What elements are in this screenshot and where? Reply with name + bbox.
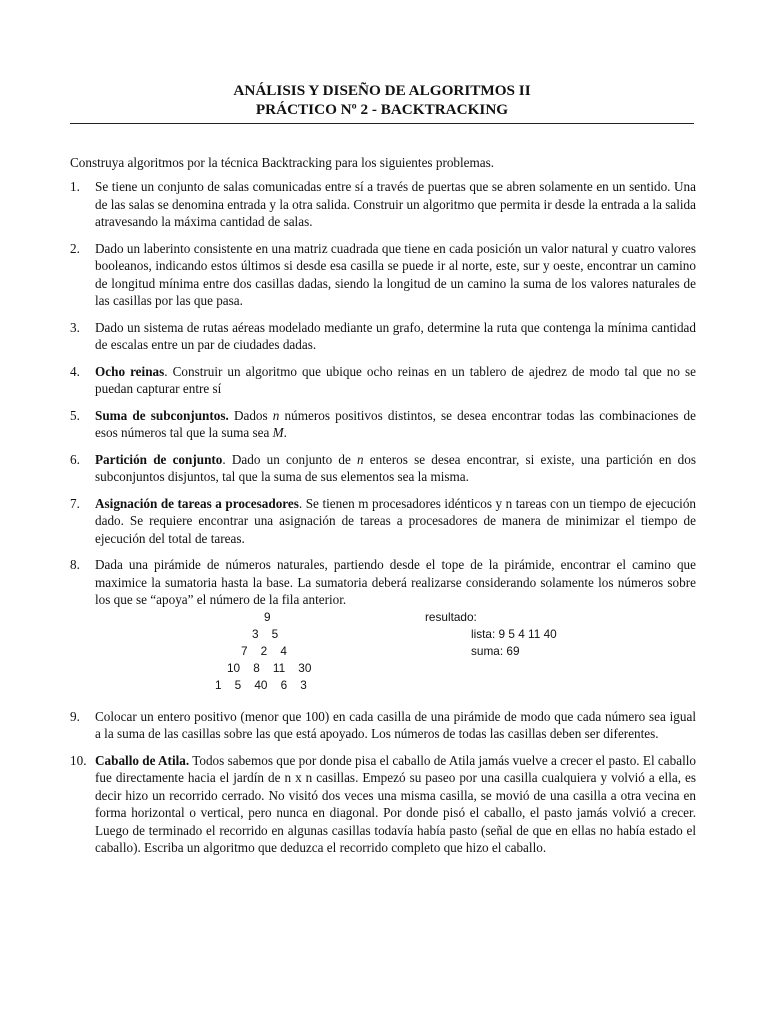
problem-text: Se tiene un conjunto de salas comunicadas entre sí a través de puertas que se abren solamente en un sentido. Una de las salas se denomina entrada y la otra salida. Construir un algoritmo que permita ir desde la entrada a la salida atravesando la máxima cantidad de salas. — [95, 179, 696, 229]
problem-10 — [70, 752, 696, 857]
problem-number: 1. — [70, 179, 80, 194]
problem-5 — [70, 407, 696, 442]
problem-title: Caballo de Atila. — [95, 752, 190, 768]
title-line-2: PRÁCTICO Nº 2 - BACKTRACKING — [255, 101, 509, 118]
problem-1 — [70, 178, 696, 231]
problem-text: Dado un sistema de rutas aéreas modelado mediante un grafo, determine la ruta que contenga la mínima cantidad de escalas entre un par de ciudades dadas. — [95, 319, 696, 352]
problem-body: . Dado un conjunto de — [222, 451, 358, 467]
problem-number: 6. — [70, 451, 80, 467]
problem-4 — [70, 363, 696, 398]
problem-body: . Se tienen m procesadores idénticos y n tareas con un tiempo de ejecución dado. Se requiere encontrar una asignación de tareas a procesadores de manera de minimizar el tiempo de ejecución del total de tareas. — [95, 495, 697, 546]
problem-body: Todos sabemos que por donde pisa el caballo de Atila jamás vuelve a crecer el pasto. El caballo fue directamente hacia el jardín de n x n casillas. Empezó su paseo por una casilla cualquiera y volvió a ella, es decir hizo un recorrido cerrado. No visitó dos veces una misma casilla, se movió de una casilla a otra vecina en forma horizontal o vertical, pero nunca en diagonal. Por donde pisó el caballo, el pasto jamás volvió a crecer. Luego de terminado el recorrido en algunas casillas todavía había pasto (señal de que en ellas no había estado el caballo). Escriba un algoritmo que deduzca el recorrido completo que hizo el caballo. — [95, 752, 697, 855]
problem-9 — [70, 708, 696, 743]
pyramid-row: 1 5 40 6 3 — [215, 677, 307, 692]
intro-text: Construya algoritmos por la técnica Backtracking para los siguientes problemas. — [70, 155, 495, 170]
problem-body: . — [283, 425, 287, 440]
result-label: resultado: — [425, 609, 477, 624]
result-sum: suma: 69 — [471, 643, 520, 658]
problem-title: Asignación de tareas a procesadores — [95, 495, 299, 511]
problem-2 — [70, 240, 696, 310]
problem-body: . Construir un algoritmo que ubique ocho reinas en un tablero de ajedrez de modo tal que no se puedan capturar entre sí — [95, 363, 696, 396]
problem-number: 4. — [70, 363, 80, 379]
title-divider — [70, 123, 694, 124]
pyramid-row: 7 2 4 — [241, 643, 287, 658]
document-title — [70, 81, 694, 119]
problem-title: Ocho reinas — [95, 363, 165, 379]
problem-6 — [70, 451, 696, 486]
problem-text: Colocar un entero positivo (menor que 100) en cada casilla de una pirámide de modo que cada número sea igual a la suma de las casillas sobre las que está apoyado. Los números de todas las casillas deben ser diferentes. — [95, 708, 696, 741]
problem-text: Dada una pirámide de números naturales, partiendo desde el tope de la pirámide, encontrar el camino que maximice la sumatoria hasta la base. La sumatoria deberá realizarse considerando solamente los números sobre los que se “apoya” el número de la fila anterior. — [95, 557, 696, 607]
problem-text — [95, 495, 696, 548]
problem-title: Partición de conjunto — [95, 451, 223, 467]
problem-7 — [70, 495, 696, 548]
problem-number: 10. — [70, 752, 87, 768]
problem-title: Suma de subconjuntos. — [95, 407, 229, 423]
problem-number: 8. — [70, 557, 80, 572]
problem-text — [95, 407, 696, 442]
pyramid-row: 3 5 — [252, 626, 279, 641]
pyramid-row: 9 — [264, 609, 271, 624]
title-line-1: ANÁLISIS Y DISEÑO DE ALGORITMOS II — [233, 82, 531, 99]
variable-n: n — [357, 451, 364, 467]
problem-number: 9. — [70, 708, 80, 724]
problem-number: 5. — [70, 407, 80, 423]
pyramid-spacer — [95, 679, 696, 699]
problem-text: Dado un laberinto consistente en una matriz cuadrada que tiene en cada posición un valor natural y cuatro valores booleanos, indicando estos últimos si desde esa casilla se puede ir al norte, este, sur y oeste, encontrar un camino de longitud mínima entre dos casillas dadas, siendo la longitud de un camino la suma de los valores naturales de las casillas por las que pasa. — [95, 240, 696, 308]
pyramid-row: 10 8 11 30 — [227, 660, 312, 675]
problem-number: 3. — [70, 319, 80, 335]
problem-body: números positivos distintos, se desea encontrar todas las combinaciones de esos números tal que la suma sea — [95, 407, 696, 440]
problem-body: Dados — [228, 407, 273, 423]
problem-number: 7. — [70, 495, 80, 511]
problem-text — [95, 363, 696, 398]
problem-list — [70, 178, 696, 857]
problem-body: enteros se desea encontrar, si existe, una partición en dos subconjuntos disjuntos, tal que la suma de sus elementos sea la misma. — [95, 451, 696, 484]
variable-m: M — [272, 425, 284, 440]
number-pyramid — [95, 609, 696, 692]
variable-n: n — [272, 407, 280, 423]
result-list: lista: 9 5 4 11 40 — [471, 626, 557, 641]
problem-text — [95, 451, 696, 486]
problem-3 — [70, 319, 696, 354]
problem-8 — [70, 556, 696, 699]
problem-number: 2. — [70, 240, 80, 256]
problem-text — [95, 752, 696, 857]
